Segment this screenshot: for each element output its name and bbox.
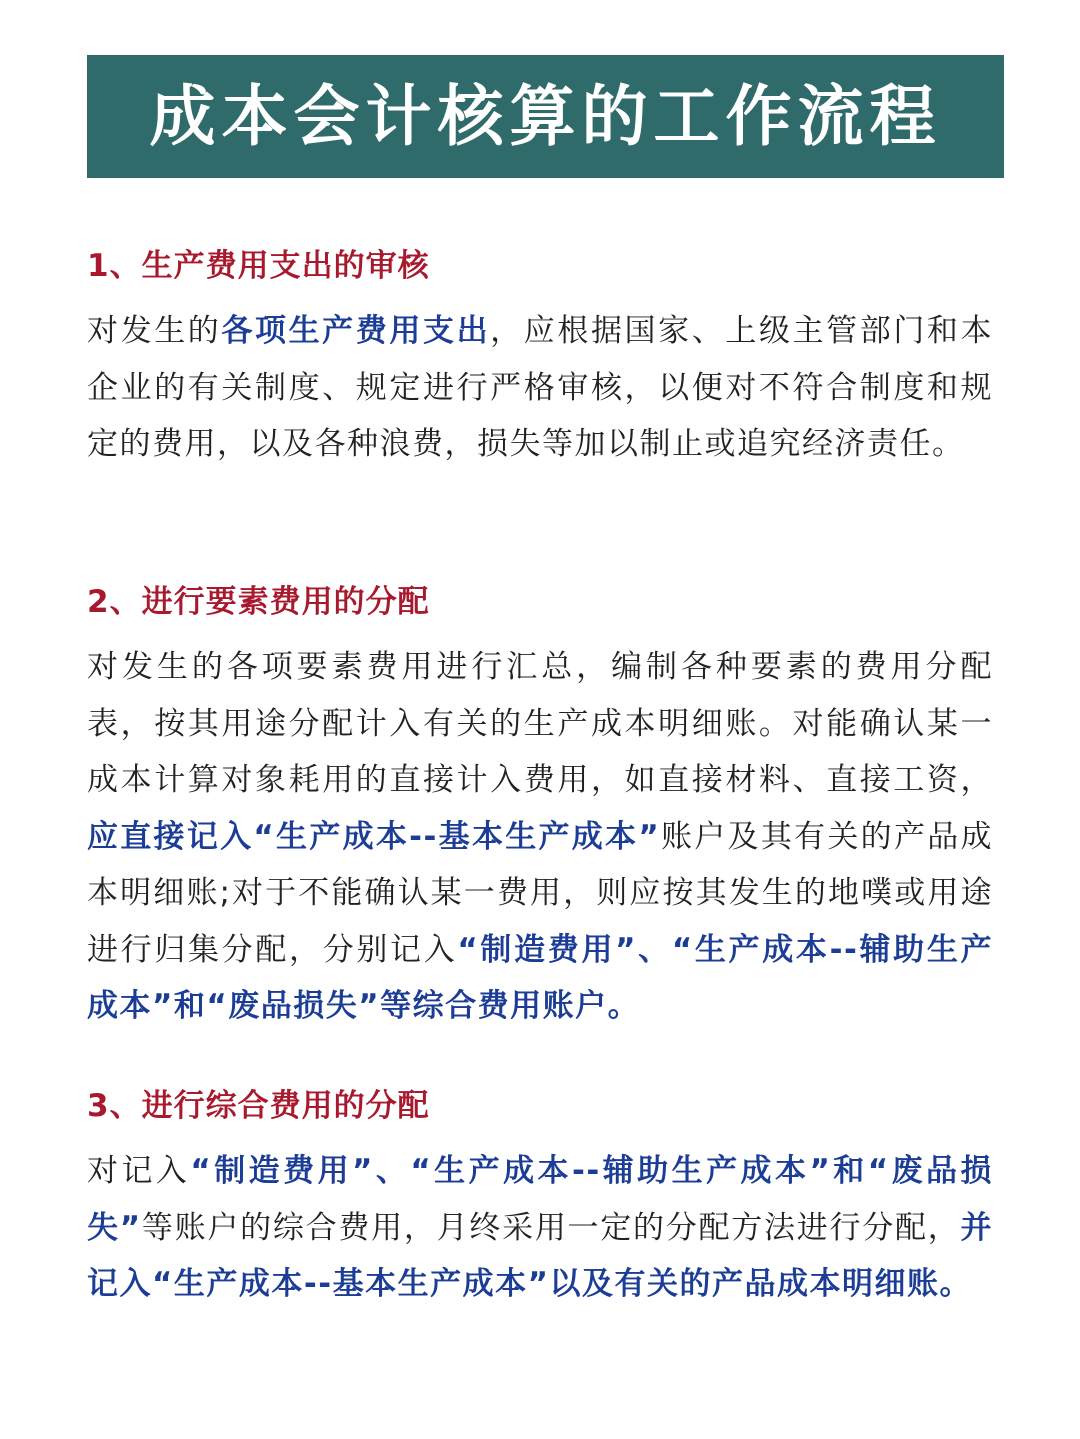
title-banner [87, 55, 1004, 178]
section-overhead-allocation [87, 1086, 993, 1313]
body-text-run: 对发生的各项要素费用进行汇总，编制各种要素的费用分配表，按其用途分配计入有关的生产成本明细账。对能确认某一成本计算对象耗用的直接计入费用，如直接材料、直接工资， [87, 649, 993, 798]
section-body [87, 639, 993, 1035]
body-text-run: 对记入 [87, 1153, 191, 1189]
section-heading: 2、进行要素费用的分配 [87, 584, 430, 620]
section-heading: 3、进行综合费用的分配 [87, 1088, 430, 1124]
body-text-run: 对发生的 [87, 313, 222, 349]
section-body [87, 1143, 993, 1313]
body-text-run: 等账户的综合费用，月终采用一定的分配方法进行分配， [141, 1209, 961, 1246]
highlight-text-run: “制造费用”、“生产成本--辅助生产成本”和“废品损失”等综合费用账户。 [87, 931, 993, 1024]
section-body [87, 303, 993, 473]
section-element-cost-allocation [87, 582, 993, 1035]
section-expense-review [87, 246, 993, 473]
highlight-text-run: 各项生产费用支出 [221, 313, 491, 349]
highlight-text-run: 并记入“生产成本--基本生产成本”以及有关的产品成本明细账。 [87, 1209, 994, 1302]
section-heading: 1、生产费用支出的审核 [87, 248, 430, 284]
highlight-text-run: “制造费用”、“生产成本--辅助生产成本”和“废品损失” [87, 1153, 994, 1246]
page-title: 成本会计核算的工作流程 [149, 77, 942, 155]
body-text-run: ，应根据国家、上级主管部门和本企业的有关制度、规定进行严格审核，以便对不符合制度和规定的费用，以及各种浪费，损失等加以制止或追究经济责任。 [87, 313, 994, 462]
highlight-text-run: 应直接记入“生产成本--基本生产成本” [87, 818, 661, 855]
body-text-run: 账户及其有关的产品成本明细账;对于不能确认某一费用，则应按其发生的地噗或用途进行归集分配，分别记入 [87, 818, 994, 968]
